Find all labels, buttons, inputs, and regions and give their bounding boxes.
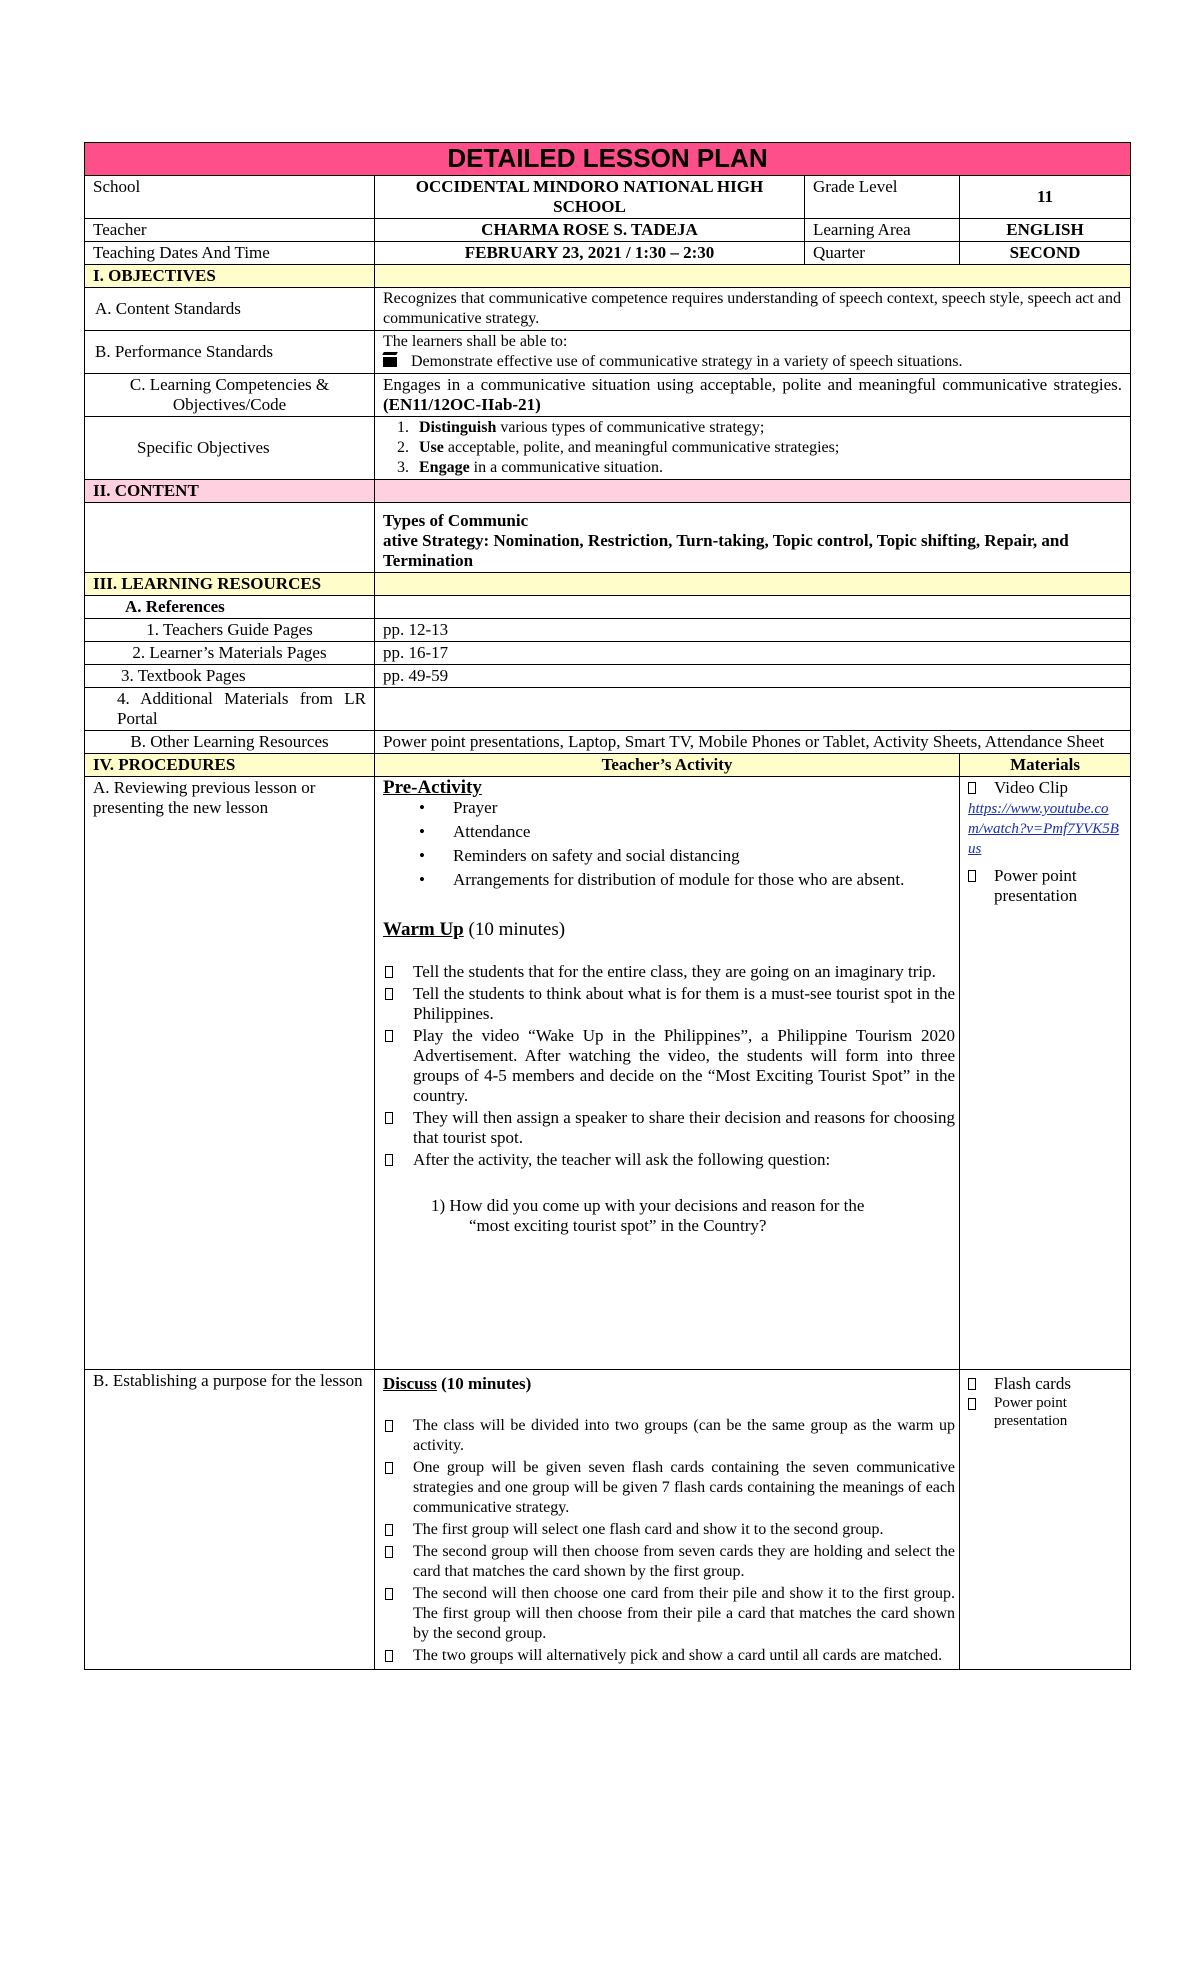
materials-list-b [968, 1374, 1122, 1430]
content-standards-label: A. Content Standards [85, 288, 375, 331]
tg-label: 1. Teachers Guide Pages [85, 619, 375, 642]
discuss-heading: Discuss (10 minutes) [383, 1374, 532, 1393]
performance-standards-cell [375, 331, 1131, 374]
warm-up-heading: Warm Up (10 minutes) [383, 919, 566, 940]
area-value: ENGLISH [960, 219, 1131, 242]
procedure-a-activity [375, 777, 960, 1370]
list-item: Tell the students to think about what is for them is a must-see tourist spot in the Philippines. [383, 984, 955, 1024]
content-standards-text: Recognizes that communicative competence requires understanding of speech context, speech style, speech act and communicative strategy. [375, 288, 1131, 331]
checkbox-icon [385, 988, 393, 1000]
checkbox-icon [968, 870, 976, 882]
pre-activity-list [383, 798, 955, 890]
discuss-list [383, 1416, 955, 1666]
content-heading: II. CONTENT [85, 480, 375, 503]
quarter-value: SECOND [960, 242, 1131, 265]
question-line2: “most exciting tourist spot” in the Country? [469, 1216, 767, 1235]
list-item: • Reminders on safety and social distancing [419, 846, 955, 866]
teacher-activity-header: Teacher’s Activity [375, 754, 960, 777]
list-item: The two groups will alternatively pick and show a card until all cards are matched. [383, 1646, 955, 1666]
procedure-b-label: B. Establishing a purpose for the lesson [85, 1370, 375, 1670]
warm-up-list [383, 962, 955, 1170]
objectives-heading-filler [375, 265, 1131, 288]
procedure-a-materials [960, 777, 1131, 1370]
list-item: Play the video “Wake Up in the Philippines”, a Philippine Tourism 2020 Advertisement. After watching the video, the students will form into three groups of 4-5 members and decide on the “Most Exciting Tourist Spot” in the country. [383, 1026, 955, 1106]
question-line1: 1) How did you come up with your decisions and reason for the [431, 1196, 865, 1215]
dates-value: FEBRUARY 23, 2021 / 1:30 – 2:30 [375, 242, 805, 265]
materials-header: Materials [960, 754, 1131, 777]
other-resources-value: Power point presentations, Laptop, Smart TV, Mobile Phones or Tablet, Activity Sheets, Attendance Sheet [375, 731, 1131, 754]
checkbox-icon [385, 966, 393, 978]
list-item: 2. Use acceptable, polite, and meaningful communicative strategies; [413, 438, 1122, 458]
teacher-value: CHARMA ROSE S. TADEJA [375, 219, 805, 242]
school-label: School [85, 176, 375, 219]
list-item: Flash cards [968, 1374, 1122, 1394]
video-link-item[interactable] [968, 798, 1122, 858]
list-item: 3. Engage in a communicative situation. [413, 458, 1122, 478]
content-empty-cell [85, 503, 375, 573]
teacher-label: Teacher [85, 219, 375, 242]
checkbox-icon [385, 1030, 393, 1042]
performance-standards-label: B. Performance Standards [85, 331, 375, 374]
list-item: Power point presentation [968, 866, 1122, 906]
references-value [375, 596, 1131, 619]
competencies-text: Engages in a communicative situation using acceptable, polite and meaningful communicative strategies. [383, 375, 1123, 394]
checkbox-icon [385, 1154, 393, 1166]
checkbox-icon [385, 1462, 393, 1474]
specific-objectives-list [383, 418, 1122, 478]
checkbox-icon [385, 1588, 393, 1600]
content-topic-line2: ative Strategy: Nomination, Restriction, Turn-taking, Topic control, Topic shifting, Repair, and Termination [383, 531, 1069, 570]
list-item: The second group will then choose from seven cards they are holding and select the card that matches the card shown by the first group. [383, 1542, 955, 1582]
checkbox-icon [968, 782, 976, 794]
procedure-b-activity [375, 1370, 960, 1670]
am-value [375, 688, 1131, 731]
list-item: The second will then choose one card from their pile and show it to the first group. The first group will then choose from their pile a card that matches the card shown by the second group. [383, 1584, 955, 1644]
list-item: They will then assign a speaker to share their decision and reasons for choosing that tourist spot. [383, 1108, 955, 1148]
resources-heading-filler [375, 573, 1131, 596]
content-topic [375, 503, 1131, 573]
performance-intro: The learners shall be able to: [383, 333, 568, 350]
document-title: DETAILED LESSON PLAN [85, 143, 1131, 176]
checkbox-icon [385, 1112, 393, 1124]
video-link[interactable]: https://www.youtube.com/watch?v=Pmf7YVK5Bus [968, 801, 1119, 857]
checkbox-icon [385, 1524, 393, 1536]
checkbox-icon [968, 1378, 976, 1390]
tb-value: pp. 49-59 [375, 665, 1131, 688]
lm-label: 2. Learner’s Materials Pages [85, 642, 375, 665]
checkbox-icon [385, 1420, 393, 1432]
list-item: • Arrangements for distribution of module for those who are absent. [419, 870, 955, 890]
pre-activity-title: Pre-Activity [383, 777, 482, 798]
procedures-heading: IV. PROCEDURES [85, 754, 375, 777]
list-item: The first group will select one flash card and show it to the second group. [383, 1520, 955, 1540]
list-item: Tell the students that for the entire class, they are going on an imaginary trip. [383, 962, 955, 982]
tb-label: 3. Textbook Pages [85, 665, 375, 688]
lm-value: pp. 16-17 [375, 642, 1131, 665]
list-item: After the activity, the teacher will ask the following question: [383, 1150, 955, 1170]
specific-objectives-label: Specific Objectives [85, 417, 375, 480]
procedure-b-materials [960, 1370, 1131, 1670]
content-heading-filler [375, 480, 1131, 503]
resources-heading: III. LEARNING RESOURCES [85, 573, 375, 596]
objectives-heading: I. OBJECTIVES [85, 265, 375, 288]
list-item: • Prayer [419, 798, 955, 818]
area-label: Learning Area [805, 219, 960, 242]
list-item: Video Clip [968, 778, 1122, 798]
checkbox-icon [968, 1398, 976, 1410]
other-resources-label: B. Other Learning Resources [85, 731, 375, 754]
materials-list-a [968, 778, 1122, 906]
am-label: 4. Additional Materials from LR Portal [85, 688, 375, 731]
performance-item [383, 352, 1122, 372]
references-label: A. References [85, 596, 375, 619]
school-value: OCCIDENTAL MINDORO NATIONAL HIGH SCHOOL [375, 176, 805, 219]
list-item: One group will be given seven flash cards containing the seven communicative strategies and one group will be given 7 flash cards containing the meanings of each communicative strategy. [383, 1458, 955, 1518]
checkbox-icon [385, 1546, 393, 1558]
content-topic-line1: Types of Communic [383, 511, 529, 530]
checkbox-icon [385, 1650, 393, 1662]
quarter-label: Quarter [805, 242, 960, 265]
performance-item-text: Demonstrate effective use of communicative strategy in a variety of speech situations. [411, 353, 963, 370]
lesson-plan-table [84, 142, 1131, 1670]
competencies-cell [375, 374, 1131, 417]
clapperboard-icon [383, 357, 397, 367]
grade-label: Grade Level [805, 176, 960, 219]
procedure-a-label: A. Reviewing previous lesson or presenting the new lesson [85, 777, 375, 1370]
list-item: The class will be divided into two groups (can be the same group as the warm up activity. [383, 1416, 955, 1456]
dates-label: Teaching Dates And Time [85, 242, 375, 265]
specific-objectives-cell [375, 417, 1131, 480]
grade-value: 11 [960, 176, 1131, 219]
list-item: 1. Distinguish various types of communicative strategy; [413, 418, 1122, 438]
list-item: • Attendance [419, 822, 955, 842]
competencies-code: (EN11/12OC-IIab-21) [383, 395, 541, 414]
tg-value: pp. 12-13 [375, 619, 1131, 642]
competencies-label: C. Learning Competencies & Objectives/Code [85, 374, 375, 417]
list-item: Power point presentation [968, 1394, 1122, 1430]
